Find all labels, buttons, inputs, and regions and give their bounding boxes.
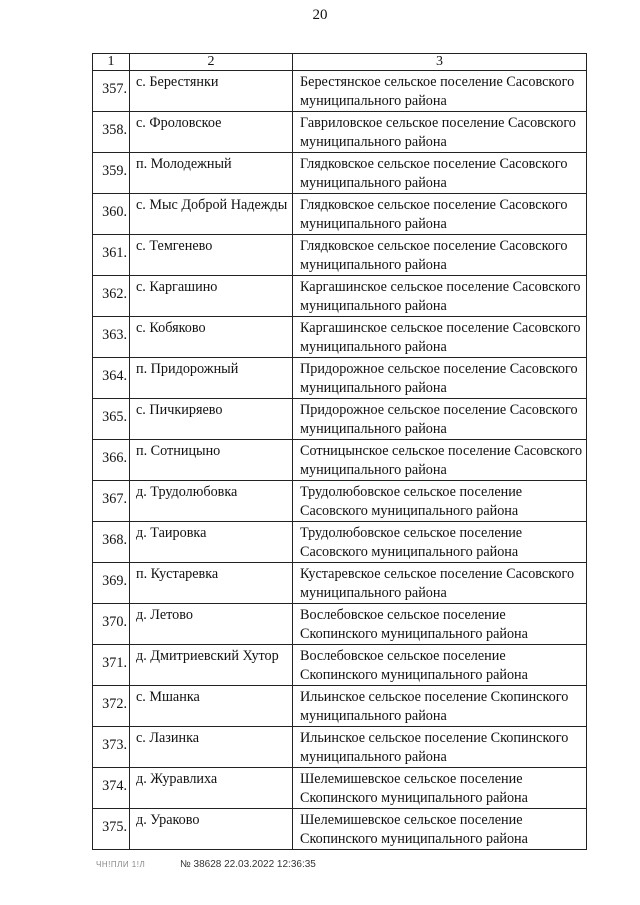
locality-name: с. Мыс Доброй Надежды (136, 197, 288, 213)
row-number-cell (93, 440, 130, 481)
table-row (93, 194, 587, 235)
row-number-cell (93, 112, 130, 153)
settlement-name: Глядковское сельское поселение Сасовского муниципального района (300, 238, 568, 273)
settlement-name: Глядковское сельское поселение Сасовского муниципального района (300, 197, 568, 232)
settlement-name-cell (293, 809, 587, 850)
settlement-name: Трудолюбовское сельское поселение Сасовского муниципального района (300, 484, 523, 519)
faint-registration-mark: ЧН!ПЛИ 1!Л (96, 860, 146, 869)
locality-name-cell (130, 235, 293, 276)
row-number: 371. (102, 655, 127, 671)
locality-name: д. Дмитриевский Хутор (136, 648, 279, 664)
locality-name: д. Таировка (136, 525, 207, 541)
locality-name-cell (130, 768, 293, 809)
row-number-cell (93, 276, 130, 317)
row-number: 374. (102, 778, 127, 794)
locality-name-cell (130, 809, 293, 850)
settlement-name-cell (293, 645, 587, 686)
table-row (93, 440, 587, 481)
settlement-name-cell (293, 153, 587, 194)
table-row (93, 809, 587, 850)
locality-name: с. Кобяково (136, 320, 206, 336)
table-row (93, 727, 587, 768)
locality-name-cell (130, 71, 293, 112)
locality-name-cell (130, 645, 293, 686)
table-row (93, 481, 587, 522)
locality-name: д. Ураково (136, 812, 200, 828)
locality-name: п. Сотницыно (136, 443, 221, 459)
locality-name-cell (130, 112, 293, 153)
locality-name-cell (130, 604, 293, 645)
row-number-cell (93, 399, 130, 440)
settlement-name-cell (293, 727, 587, 768)
table-header-row (93, 54, 587, 71)
settlement-name: Придорожное сельское поселение Сасовского муниципального района (300, 402, 578, 437)
locality-name-cell (130, 686, 293, 727)
header-col-1: 1 (93, 54, 130, 71)
row-number: 363. (102, 327, 127, 343)
row-number: 359. (102, 163, 127, 179)
settlement-name-cell (293, 686, 587, 727)
row-number: 375. (102, 819, 127, 835)
locality-name: с. Темгенево (136, 238, 213, 254)
locality-name: п. Кустаревка (136, 566, 219, 582)
table-row (93, 604, 587, 645)
row-number-cell (93, 768, 130, 809)
row-number-cell (93, 809, 130, 850)
row-number-cell (93, 71, 130, 112)
settlement-name-cell (293, 317, 587, 358)
row-number: 369. (102, 573, 127, 589)
locality-name-cell (130, 481, 293, 522)
locality-name-cell (130, 317, 293, 358)
table-row (93, 317, 587, 358)
row-number: 372. (102, 696, 127, 712)
row-number-cell (93, 194, 130, 235)
settlement-name: Шелемишевское сельское поселение Скопинского муниципального района (300, 771, 528, 806)
row-number-cell (93, 522, 130, 563)
row-number: 361. (102, 245, 127, 261)
settlement-name: Ильинское сельское поселение Скопинского муниципального района (300, 730, 569, 765)
settlement-name: Берестянское сельское поселение Сасовского муниципального района (300, 74, 575, 109)
locality-name: с. Берестянки (136, 74, 219, 90)
row-number-cell (93, 235, 130, 276)
row-number-cell (93, 645, 130, 686)
row-number-cell (93, 604, 130, 645)
locality-name: д. Летово (136, 607, 193, 623)
settlement-name-cell (293, 604, 587, 645)
row-number: 357. (102, 81, 127, 97)
settlement-name: Сотницынское сельское поселение Сасовского муниципального района (300, 443, 583, 478)
document-number-timestamp: № 38628 22.03.2022 12:36:35 (180, 859, 316, 870)
settlement-name: Трудолюбовское сельское поселение Сасовского муниципального района (300, 525, 523, 560)
table-row (93, 686, 587, 727)
row-number-cell (93, 317, 130, 358)
document-stamp (96, 859, 316, 870)
settlement-registry-table (92, 53, 587, 850)
settlement-name: Каргашинское сельское поселение Сасовского муниципального района (300, 279, 581, 314)
page-number: 20 (312, 7, 328, 23)
locality-name: п. Придорожный (136, 361, 239, 377)
row-number: 364. (102, 368, 127, 384)
settlement-name-cell (293, 358, 587, 399)
table-row (93, 358, 587, 399)
table-row (93, 563, 587, 604)
locality-name-cell (130, 194, 293, 235)
locality-name-cell (130, 522, 293, 563)
row-number: 358. (102, 122, 127, 138)
locality-name-cell (130, 276, 293, 317)
settlement-name-cell (293, 194, 587, 235)
locality-name-cell (130, 358, 293, 399)
row-number-cell (93, 153, 130, 194)
row-number: 370. (102, 614, 127, 630)
locality-name-cell (130, 153, 293, 194)
row-number: 365. (102, 409, 127, 425)
locality-name-cell (130, 399, 293, 440)
settlement-name-cell (293, 235, 587, 276)
locality-name-cell (130, 727, 293, 768)
settlement-name: Вослебовское сельское поселение Скопинского муниципального района (300, 648, 528, 683)
settlement-name-cell (293, 768, 587, 809)
row-number-cell (93, 563, 130, 604)
table-row (93, 112, 587, 153)
table-row (93, 71, 587, 112)
settlement-name: Кустаревское сельское поселение Сасовского муниципального района (300, 566, 575, 601)
settlement-name-cell (293, 276, 587, 317)
settlement-name: Каргашинское сельское поселение Сасовского муниципального района (300, 320, 581, 355)
settlement-name: Гавриловское сельское поселение Сасовского муниципального района (300, 115, 576, 150)
row-number: 367. (102, 491, 127, 507)
locality-name: с. Пичкиряево (136, 402, 223, 418)
settlement-name: Шелемишевское сельское поселение Скопинского муниципального района (300, 812, 528, 847)
locality-name: д. Трудолюбовка (136, 484, 238, 500)
table-row (93, 399, 587, 440)
table-row (93, 768, 587, 809)
locality-name: д. Журавлиха (136, 771, 218, 787)
settlement-name-cell (293, 112, 587, 153)
header-col-2: 2 (130, 54, 293, 71)
locality-name: с. Фроловское (136, 115, 222, 131)
settlement-name: Глядковское сельское поселение Сасовского муниципального района (300, 156, 568, 191)
table-row (93, 276, 587, 317)
settlement-name: Ильинское сельское поселение Скопинского муниципального района (300, 689, 569, 724)
settlement-name-cell (293, 71, 587, 112)
locality-name: с. Мшанка (136, 689, 200, 705)
header-col-3: 3 (293, 54, 587, 71)
locality-name: с. Каргашино (136, 279, 218, 295)
table-row (93, 235, 587, 276)
settlement-name-cell (293, 522, 587, 563)
settlement-name: Вослебовское сельское поселение Скопинского муниципального района (300, 607, 528, 642)
row-number: 368. (102, 532, 127, 548)
locality-name: с. Лазинка (136, 730, 200, 746)
settlement-name-cell (293, 481, 587, 522)
row-number-cell (93, 358, 130, 399)
table-row (93, 153, 587, 194)
settlement-name-cell (293, 399, 587, 440)
table-row (93, 645, 587, 686)
settlement-name-cell (293, 563, 587, 604)
row-number-cell (93, 727, 130, 768)
row-number-cell (93, 686, 130, 727)
row-number: 362. (102, 286, 127, 302)
row-number: 366. (102, 450, 127, 466)
table-row (93, 522, 587, 563)
settlement-name-cell (293, 440, 587, 481)
locality-name-cell (130, 440, 293, 481)
locality-name: п. Молодежный (136, 156, 232, 172)
row-number: 373. (102, 737, 127, 753)
locality-name-cell (130, 563, 293, 604)
row-number: 360. (102, 204, 127, 220)
settlement-name: Придорожное сельское поселение Сасовского муниципального района (300, 361, 578, 396)
row-number-cell (93, 481, 130, 522)
